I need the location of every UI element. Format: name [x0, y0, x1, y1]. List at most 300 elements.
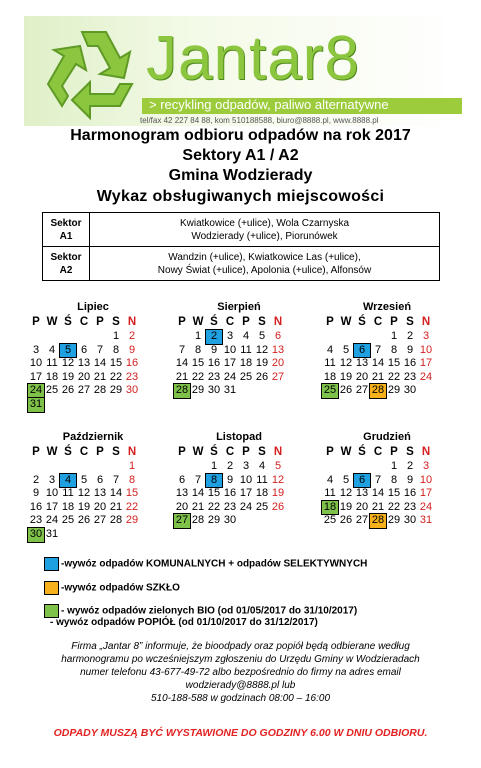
calendar-day: 6	[274, 330, 282, 342]
weekday-label: N	[273, 446, 283, 458]
calendar-day: 25	[323, 514, 337, 527]
weekday-label: Ś	[210, 316, 218, 328]
weekday-label: C	[79, 446, 89, 458]
weekday-label: P	[178, 316, 186, 328]
month-title: Październik	[62, 431, 124, 443]
calendar-day: 4	[60, 474, 76, 488]
weekday-label: N	[127, 446, 137, 458]
calendar-day: 5	[80, 473, 88, 486]
calendar-week	[322, 330, 452, 344]
legend-item-yellow: -wywóz odpadów SZKŁO	[44, 581, 180, 595]
calendar-day: 6	[96, 473, 104, 486]
legend-item-green-ash: - wywóz odpadów POPIÓŁ (od 01/10/2017 do 31/12/2017)	[50, 617, 318, 628]
calendar-day: 20	[355, 500, 369, 513]
calendar-week	[322, 514, 452, 528]
weekday-label: Ś	[64, 316, 72, 328]
weekday-label: W	[192, 446, 204, 458]
calendar-day: 26	[339, 514, 353, 527]
legend-swatch-green	[44, 604, 59, 618]
calendar-day: 29	[191, 384, 205, 397]
calendar-day: 1	[128, 460, 136, 472]
calendar-day: 13	[93, 487, 107, 500]
weekday-label: Ś	[358, 316, 366, 328]
calendar-day: 26	[77, 514, 91, 527]
calendar-week	[174, 501, 304, 515]
calendar-day: 7	[178, 343, 186, 356]
calendar-day: 10	[223, 343, 237, 356]
calendar-day: 17	[29, 370, 43, 383]
weekday-label: W	[46, 446, 58, 458]
calendar-day: 4	[326, 473, 334, 486]
calendar-day: 25	[239, 370, 253, 383]
calendar-day: 11	[240, 343, 252, 356]
calendar-day: 28	[93, 384, 107, 397]
calendar-day: 14	[109, 487, 123, 500]
calendar-day: 24	[239, 500, 253, 513]
calendar-day: 22	[387, 370, 401, 383]
calendar-day: 13	[355, 357, 369, 370]
calendar-day: 5	[258, 330, 266, 342]
calendar-day: 11	[324, 487, 336, 500]
calendar-day: 3	[422, 330, 430, 342]
calendar-day: 14	[175, 357, 189, 370]
calendar-day: 17	[223, 357, 237, 370]
weekday-header	[322, 444, 452, 460]
calendar-week	[28, 344, 158, 358]
calendar-day: 14	[191, 487, 205, 500]
table-row	[43, 247, 440, 281]
calendar-month	[174, 430, 304, 528]
calendar-day: 2	[206, 330, 222, 344]
recycle-arrows-icon	[34, 22, 154, 122]
calendar-day: 21	[371, 370, 385, 383]
calendar-day: 10	[419, 473, 433, 486]
calendar-day: 16	[403, 357, 417, 370]
header-banner	[24, 16, 462, 126]
calendar-day: 8	[390, 473, 398, 486]
calendar-day: 8	[194, 343, 202, 356]
calendar-month	[322, 300, 452, 398]
calendar-day: 14	[371, 357, 385, 370]
weekday-label: S	[406, 446, 414, 458]
calendar-day: 22	[191, 370, 205, 383]
calendar-week	[28, 487, 158, 501]
calendar-day: 2	[406, 330, 414, 342]
weekday-label: S	[112, 316, 120, 328]
calendar-week	[322, 474, 452, 488]
weekday-label: P	[32, 316, 40, 328]
calendar-week	[322, 384, 452, 398]
calendar-week	[28, 528, 158, 542]
calendar-day: 22	[207, 500, 221, 513]
weekday-label: C	[225, 316, 235, 328]
legend-item-green: - wywóz odpadów zielonych BIO (od 01/05/2017 do 31/10/2017)	[44, 604, 357, 618]
contact-info: tel/fax 42 227 84 88, kom 510188588, biuro@8888.pl, www.8888.pl	[140, 116, 379, 125]
calendar-day: 8	[390, 343, 398, 356]
weekday-label: P	[390, 446, 398, 458]
calendar-week	[28, 357, 158, 371]
calendar-day: 2	[406, 460, 414, 472]
calendar-day: 26	[271, 500, 285, 513]
month-title: Lipiec	[77, 301, 109, 313]
calendar-day: 14	[371, 487, 385, 500]
calendar-week	[174, 330, 304, 344]
weekday-label: W	[192, 316, 204, 328]
calendar-day: 26	[61, 384, 75, 397]
calendar-week	[322, 344, 452, 358]
calendar-day: 16	[125, 357, 139, 370]
calendar-day: 15	[387, 357, 401, 370]
calendar-day: 30	[125, 384, 139, 397]
calendar-day: 22	[125, 500, 139, 513]
calendar-day: 29	[387, 384, 401, 397]
calendar-week	[28, 460, 158, 474]
weekday-label: P	[32, 446, 40, 458]
calendar-day: 15	[387, 487, 401, 500]
calendar-week	[28, 514, 158, 528]
brand-name: Jantar8	[146, 24, 360, 93]
sector-label: Sektor A2	[43, 247, 90, 281]
calendar-day: 18	[45, 370, 59, 383]
calendar-day: 1	[194, 330, 202, 342]
calendar-day: 24	[29, 384, 43, 397]
calendar-day: 13	[175, 487, 189, 500]
calendar-day: 15	[191, 357, 205, 370]
calendar-month	[28, 300, 158, 412]
weekday-header	[174, 444, 304, 460]
calendar-day: 13	[77, 357, 91, 370]
weekday-label: N	[127, 316, 137, 328]
calendar-day: 30	[403, 514, 417, 527]
calendar-day: 27	[175, 514, 189, 527]
calendar-week	[174, 460, 304, 474]
calendar-day: 19	[61, 370, 75, 383]
calendar-day: 25	[45, 384, 59, 397]
calendar-day: 29	[109, 384, 123, 397]
calendar-day: 5	[60, 344, 76, 358]
weekday-label: P	[326, 446, 334, 458]
calendar-day: 24	[223, 370, 237, 383]
calendar-week	[174, 474, 304, 488]
calendar-day: 1	[112, 330, 120, 342]
calendar-day: 1	[210, 460, 218, 472]
calendar-week	[322, 371, 452, 385]
calendar-day: 30	[207, 384, 221, 397]
calendar-day: 13	[355, 487, 369, 500]
weekday-label: C	[373, 316, 383, 328]
calendar-day: 18	[255, 487, 269, 500]
calendar-day: 31	[45, 527, 59, 540]
calendar-day: 23	[207, 370, 221, 383]
legend-swatch-yellow	[44, 581, 59, 595]
weekday-label: S	[258, 446, 266, 458]
calendar-day: 30	[29, 527, 43, 540]
weekday-label: P	[96, 446, 104, 458]
calendar-day: 23	[29, 514, 43, 527]
calendar-day: 21	[93, 370, 107, 383]
calendar-day: 20	[77, 370, 91, 383]
calendar-day: 19	[77, 500, 91, 513]
calendar-day: 30	[223, 514, 237, 527]
weekday-label: S	[406, 316, 414, 328]
calendar-day: 27	[355, 514, 369, 527]
calendar-day: 8	[128, 473, 136, 486]
calendar-day: 17	[419, 357, 433, 370]
calendar-month	[174, 300, 304, 398]
month-title: Grudzień	[363, 431, 411, 443]
calendar-day: 25	[61, 514, 75, 527]
sectors-title: Sektory A1 / A2	[182, 147, 299, 164]
weekday-header	[28, 444, 158, 460]
calendar-day: 22	[387, 500, 401, 513]
calendar-day: 3	[422, 460, 430, 472]
calendar-day: 10	[45, 487, 59, 500]
weekday-label: Ś	[64, 446, 72, 458]
calendar-day: 5	[274, 460, 282, 472]
weekday-label: W	[340, 316, 352, 328]
month-title: Sierpień	[217, 301, 261, 313]
calendar-week	[174, 384, 304, 398]
calendar-day: 17	[239, 487, 253, 500]
calendar-week	[174, 514, 304, 528]
weekday-label: N	[421, 446, 431, 458]
calendar-week	[174, 357, 304, 371]
calendar-day: 4	[48, 343, 56, 356]
calendar-day: 4	[242, 330, 250, 342]
info-note: Firma „Jantar 8” informuje, że bioodpady oraz popiół będą odbierane według harmonogramu po wcześniejszym zgłoszeniu do Urzędu Gminy w Wodzieradach numer telefonu 43-677-49-72 albo bezpośrednio do firmy na adres email wodzierady@8888.pl lub 510-188-588 w godzinach 08:00 – 16:00	[61, 641, 420, 704]
calendar-week	[28, 474, 158, 488]
weekday-label: P	[390, 316, 398, 328]
calendar-day: 31	[223, 384, 237, 397]
calendar-day: 26	[255, 370, 269, 383]
calendar-day: 21	[191, 500, 205, 513]
calendar-day: 23	[403, 370, 417, 383]
calendar-day: 16	[403, 487, 417, 500]
calendar-day: 5	[342, 343, 350, 356]
calendar-day: 9	[226, 473, 234, 486]
sector-locations: Wandzin (+ulice), Kwiatkowice Las (+ulice), Nowy Świat (+ulice), Apolonia (+ulice), Alfonsów	[90, 247, 440, 281]
calendar-day: 19	[255, 357, 269, 370]
warning-text: ODPADY MUSZĄ BYĆ WYSTAWIONE DO GODZINY 6.00 W DNIU ODBIORU.	[53, 727, 428, 739]
calendar-week	[28, 371, 158, 385]
calendar-day: 10	[239, 473, 253, 486]
weekday-label: P	[242, 316, 250, 328]
calendar-day: 6	[178, 473, 186, 486]
calendar-day: 20	[355, 370, 369, 383]
page-title: Harmonogram odbioru odpadów na rok 2017	[70, 127, 411, 144]
weekday-header	[174, 314, 304, 330]
calendar-day: 19	[339, 370, 353, 383]
calendar-day: 7	[112, 473, 120, 486]
calendar-day: 8	[206, 474, 222, 488]
calendar-day: 23	[125, 370, 139, 383]
calendar-day: 14	[93, 357, 107, 370]
calendar-day: 24	[45, 514, 59, 527]
weekday-header	[28, 314, 158, 330]
calendar-day: 20	[175, 500, 189, 513]
weekday-label: C	[79, 316, 89, 328]
calendar-day: 20	[93, 500, 107, 513]
calendar-day: 15	[109, 357, 123, 370]
calendar-day: 7	[374, 343, 382, 356]
table-row	[43, 213, 440, 247]
tagline: > recykling odpadów, paliwo alternatywne	[149, 97, 389, 112]
calendar-day: 1	[390, 330, 398, 342]
sector-locations: Kwiatkowice (+ulice), Wola Czarnyska Wodzierady (+ulice), Piorunówek	[90, 213, 440, 247]
calendar-day: 24	[419, 500, 433, 513]
calendar-day: 12	[255, 343, 269, 356]
municipality-title: Gmina Wodzierady	[168, 167, 313, 184]
calendar-day: 30	[403, 384, 417, 397]
calendar-day: 27	[271, 370, 285, 383]
calendar-day: 18	[61, 500, 75, 513]
calendar-day: 29	[125, 514, 139, 527]
calendar-day: 19	[271, 487, 285, 500]
calendar-day: 28	[109, 514, 123, 527]
calendar-day: 21	[175, 370, 189, 383]
calendar-day: 22	[109, 370, 123, 383]
calendar-day: 17	[45, 500, 59, 513]
calendar-week	[28, 501, 158, 515]
calendar-day: 6	[354, 474, 370, 488]
calendar-day: 7	[374, 473, 382, 486]
calendar-day: 18	[323, 500, 337, 513]
calendar-day: 6	[354, 344, 370, 358]
calendar-day: 3	[242, 460, 250, 472]
calendar-day: 27	[355, 384, 369, 397]
calendar-day: 12	[339, 487, 353, 500]
calendar-day: 28	[191, 514, 205, 527]
calendar-day: 20	[271, 357, 285, 370]
calendar-day: 2	[32, 473, 40, 486]
legend-item-blue: -wywóz odpadów KOMUNALNYCH + odpadów SELEKTYWNYCH	[44, 557, 367, 571]
month-title: Listopad	[216, 431, 262, 443]
calendar-day: 16	[29, 500, 43, 513]
weekday-label: P	[96, 316, 104, 328]
calendar-day: 9	[406, 343, 414, 356]
weekday-label: W	[340, 446, 352, 458]
calendar-day: 31	[419, 514, 433, 527]
calendar-month	[322, 430, 452, 528]
weekday-label: C	[373, 446, 383, 458]
weekday-label: N	[421, 316, 431, 328]
calendar-day: 23	[403, 500, 417, 513]
calendar-day: 27	[93, 514, 107, 527]
calendar-week	[174, 487, 304, 501]
calendar-day: 3	[226, 330, 234, 342]
calendar-day: 10	[29, 357, 43, 370]
calendar-day: 28	[371, 514, 385, 527]
calendar-day: 12	[61, 357, 75, 370]
weekday-label: S	[258, 316, 266, 328]
calendar-day: 25	[255, 500, 269, 513]
legend-swatch-blue	[44, 557, 59, 571]
calendar-day: 13	[271, 343, 285, 356]
calendar-day: 28	[175, 384, 189, 397]
calendar-day: 15	[207, 487, 221, 500]
calendar-day: 5	[342, 473, 350, 486]
calendar-day: 8	[112, 343, 120, 356]
calendar-day: 28	[371, 384, 385, 397]
weekday-label: P	[326, 316, 334, 328]
title-block	[0, 126, 481, 208]
calendar-day: 2	[128, 330, 136, 342]
calendar-day: 21	[371, 500, 385, 513]
calendar-day: 31	[29, 397, 43, 410]
calendar-day: 24	[419, 370, 433, 383]
calendar-day: 11	[62, 487, 74, 500]
weekday-label: N	[273, 316, 283, 328]
calendar-day: 26	[339, 384, 353, 397]
calendar-week	[28, 384, 158, 398]
calendar-day: 29	[207, 514, 221, 527]
calendar-day: 9	[128, 343, 136, 356]
calendar-week	[322, 460, 452, 474]
calendar-day: 3	[32, 343, 40, 356]
calendar-month	[28, 430, 158, 542]
calendar-day: 15	[125, 487, 139, 500]
calendar-week	[322, 501, 452, 515]
calendar-day: 21	[109, 500, 123, 513]
weekday-label: W	[46, 316, 58, 328]
calendar-day: 12	[339, 357, 353, 370]
calendar-day: 18	[239, 357, 253, 370]
calendar-week	[28, 398, 158, 412]
calendar-day: 4	[326, 343, 334, 356]
calendar-day: 11	[46, 357, 58, 370]
calendar-day: 11	[256, 473, 268, 486]
calendar-day: 2	[226, 460, 234, 472]
weekday-label: P	[178, 446, 186, 458]
calendar-day: 3	[48, 473, 56, 486]
calendar-day: 7	[96, 343, 104, 356]
weekday-label: S	[112, 446, 120, 458]
sectors-table	[42, 212, 440, 281]
calendar-day: 12	[77, 487, 91, 500]
calendar-day: 27	[77, 384, 91, 397]
calendar-day: 11	[324, 357, 336, 370]
weekday-label: Ś	[210, 446, 218, 458]
weekday-header	[322, 314, 452, 330]
calendar-day: 7	[194, 473, 202, 486]
calendar-day: 16	[207, 357, 221, 370]
calendar-day: 29	[387, 514, 401, 527]
calendar-day: 19	[339, 500, 353, 513]
calendar-day: 23	[223, 500, 237, 513]
calendar-week	[322, 357, 452, 371]
locations-title: Wykaz obsługiwanych miejscowości	[96, 188, 385, 205]
weekday-label: C	[225, 446, 235, 458]
calendar-day: 18	[323, 370, 337, 383]
weekday-label: Ś	[358, 446, 366, 458]
calendar-day: 1	[390, 460, 398, 472]
calendar-day: 9	[32, 487, 40, 500]
calendar-day: 17	[419, 487, 433, 500]
calendar-day: 25	[323, 384, 337, 397]
calendar-week	[174, 371, 304, 385]
sector-label: Sektor A1	[43, 213, 90, 247]
calendar-week	[28, 330, 158, 344]
weekday-label: P	[242, 446, 250, 458]
month-title: Wrzesień	[362, 301, 412, 313]
calendar-week	[322, 487, 452, 501]
calendar-day: 10	[419, 343, 433, 356]
calendar-week	[174, 344, 304, 358]
calendar-day: 6	[80, 343, 88, 356]
calendar-day: 12	[271, 473, 285, 486]
calendar-day: 9	[406, 473, 414, 486]
calendar-day: 9	[210, 343, 218, 356]
